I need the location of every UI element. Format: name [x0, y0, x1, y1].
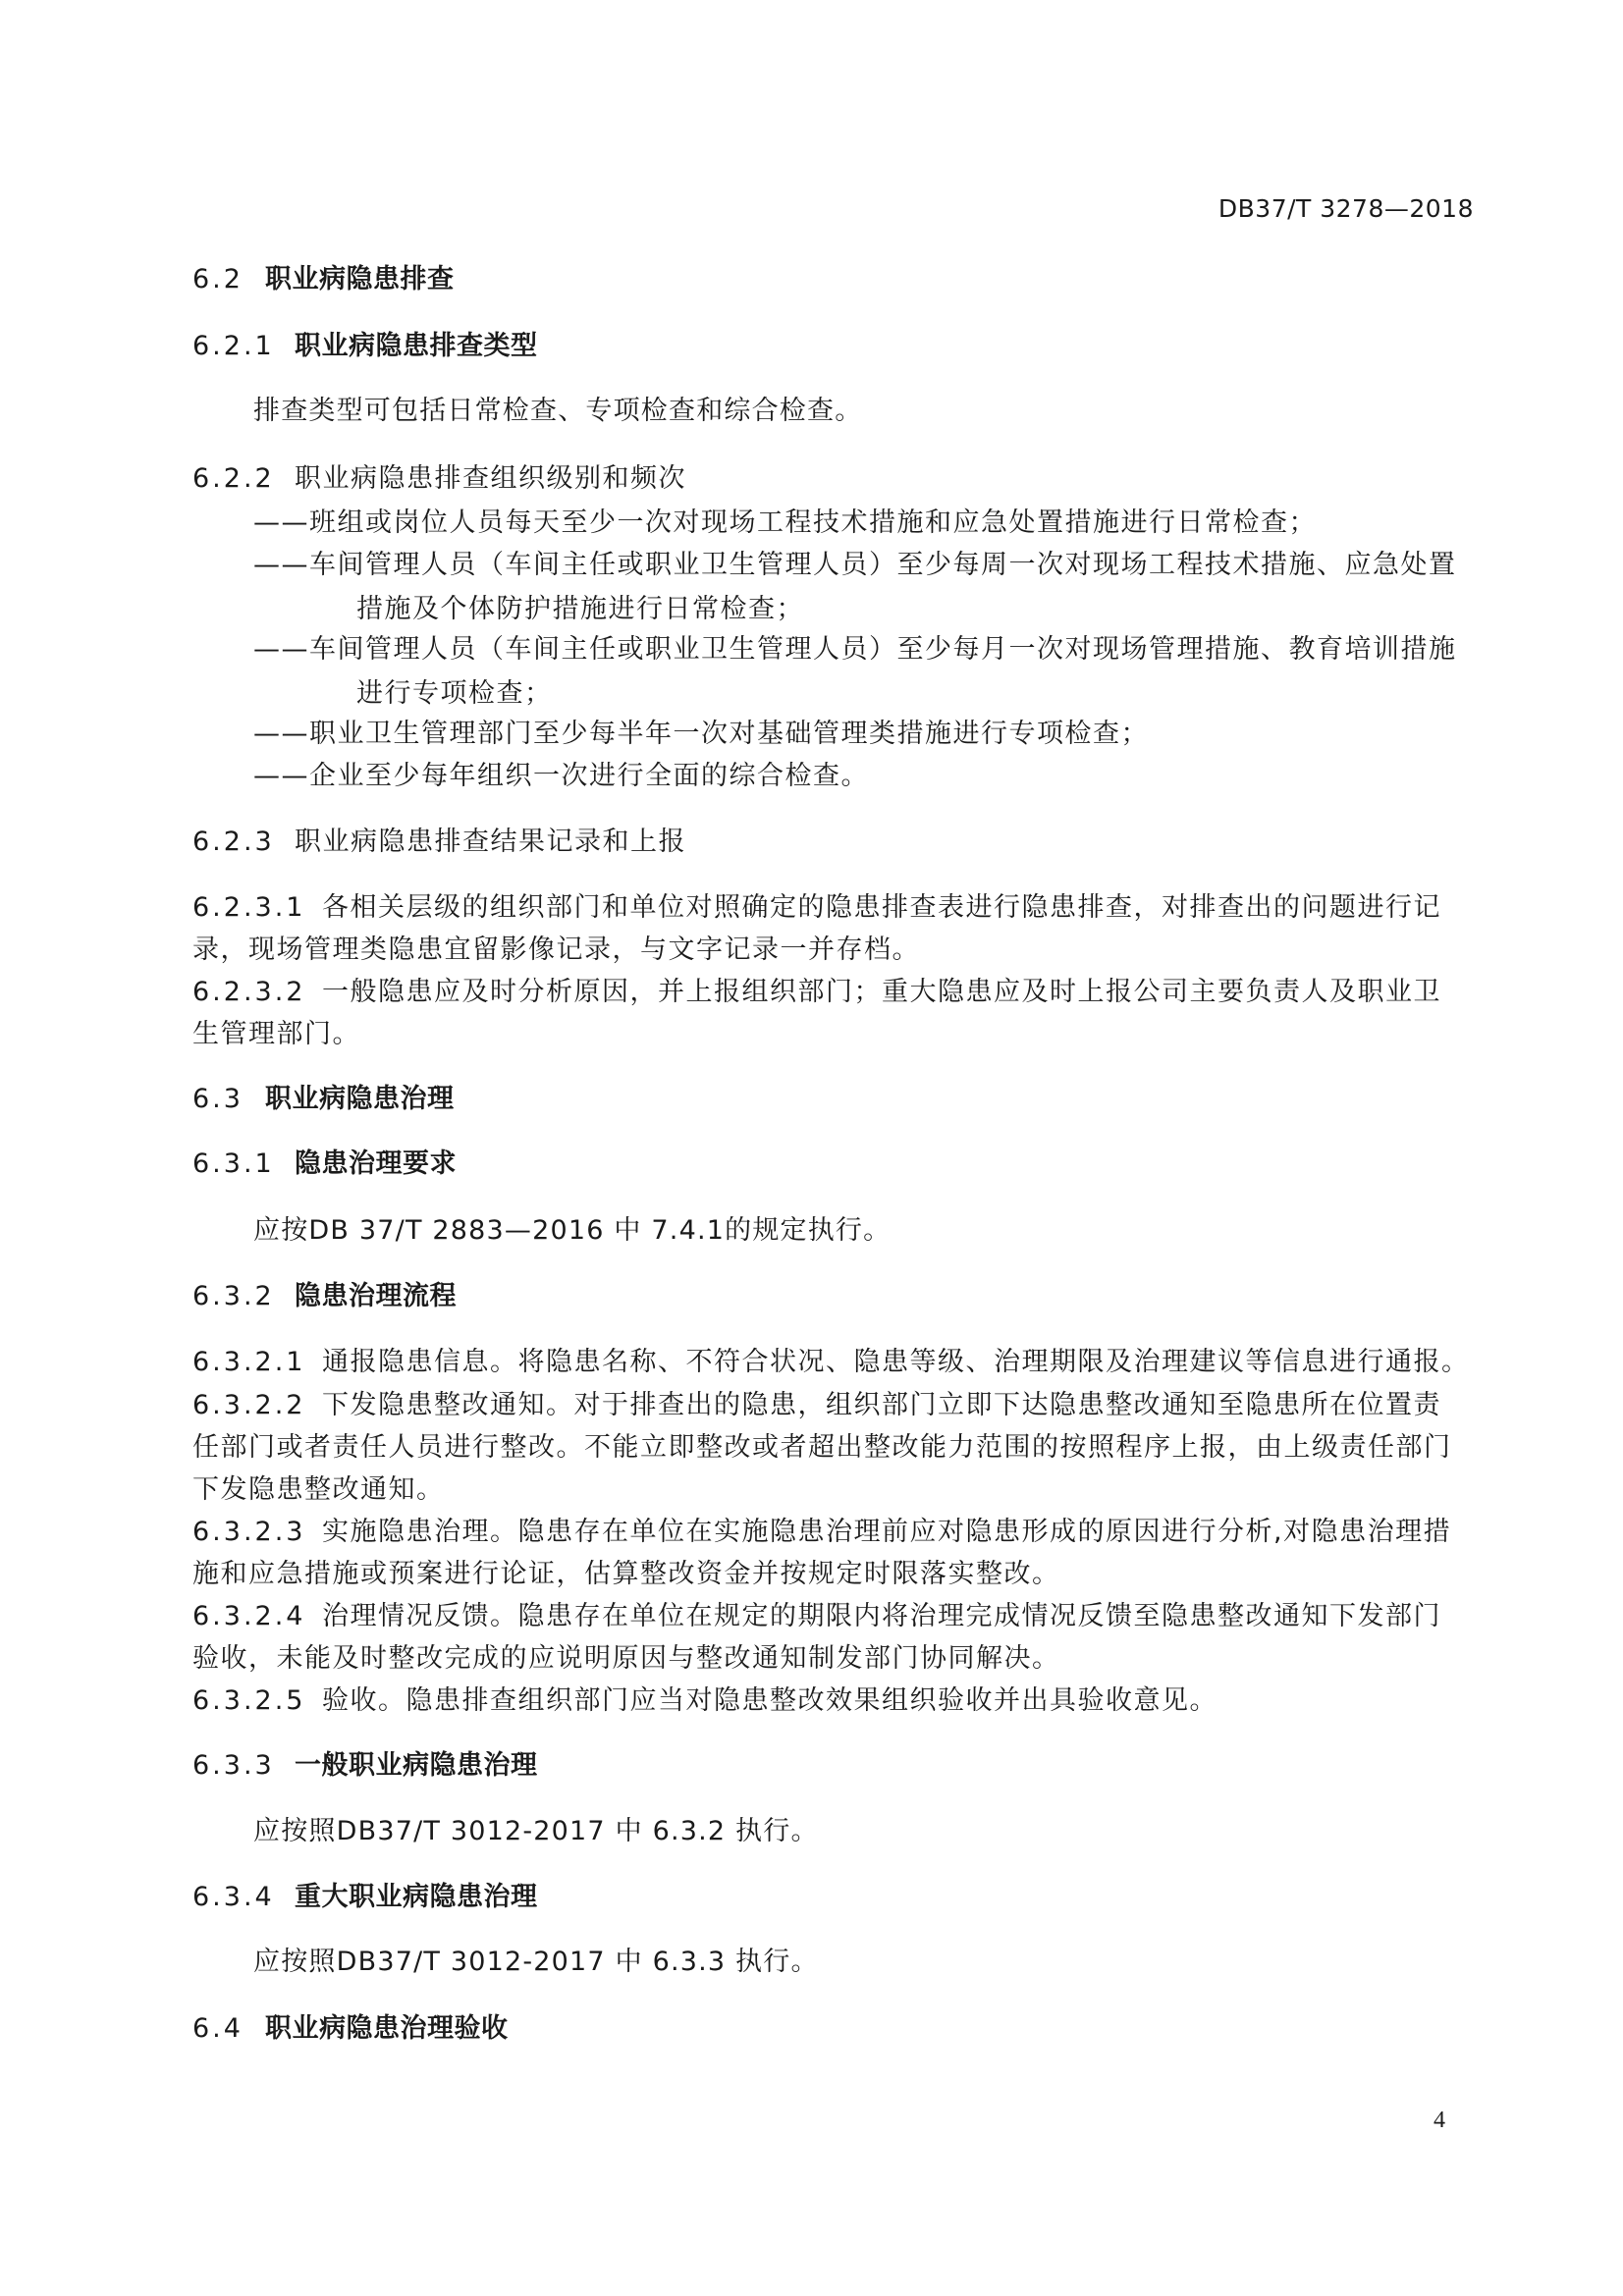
paragraph-6-3-1: 应按DB 37/T 2883—2016 中 7.4.1的规定执行。	[253, 1215, 892, 1246]
list-item-continuation: 进行专项检查；	[356, 678, 553, 709]
clause-number: 6.3.2.1	[192, 1347, 306, 1377]
section-number: 6.2.1	[192, 331, 275, 361]
list-item	[192, 627, 1535, 716]
clause-continuation: 录，现场管理类隐患宜留影像记录，与文字记录一并存档。	[192, 934, 920, 965]
section-title: 职业病隐患治理验收	[265, 2013, 509, 2044]
clause-6-2-3-1	[192, 885, 1474, 930]
heading-6-3-3	[192, 1743, 1474, 1788]
clause-6-2-3-2	[192, 970, 1474, 1014]
list-item-line: ——车间管理人员（车间主任或职业卫生管理人员）至少每月一次对现场管理措施、教育培训措施	[253, 634, 1457, 665]
clause-number: 6.3.2.3	[192, 1517, 306, 1547]
clause-6-3-2-1	[192, 1340, 1474, 1384]
clause-number: 6.2.3.2	[192, 977, 306, 1007]
section-number: 6.2.2	[192, 463, 275, 494]
clause-number: 6.3.2.4	[192, 1601, 306, 1631]
clause-continuation: 施和应急措施或预案进行论证，估算整改资金并按规定时限落实整改。	[192, 1559, 1060, 1589]
clause-6-3-2-4	[192, 1594, 1474, 1638]
list-item-continuation: 措施及个体防护措施进行日常检查；	[356, 594, 804, 624]
section-title: 职业病隐患治理	[265, 1084, 455, 1114]
section-number: 6.3.4	[192, 1882, 275, 1912]
heading-6-3	[192, 1077, 1474, 1121]
clause-text: 下发隐患整改通知。对于排查出的隐患，组织部门立即下达隐患整改通知至隐患所在位置责	[322, 1390, 1441, 1420]
section-title: 职业病隐患排查类型	[295, 331, 538, 361]
heading-6-2-2	[192, 456, 1474, 501]
clause-text: 一般隐患应及时分析原因，并上报组织部门；重大隐患应及时上报公司主要负责人及职业卫	[322, 977, 1441, 1007]
clause-text: 通报隐患信息。将隐患名称、不符合状况、隐患等级、治理期限及治理建议等信息进行通报。	[322, 1347, 1470, 1377]
section-number: 6.3.3	[192, 1750, 275, 1781]
heading-6-3-1	[192, 1142, 1474, 1186]
paragraph-6-3-3: 应按照DB37/T 3012-2017 中 6.3.2 执行。	[253, 1816, 819, 1846]
list-item: ——职业卫生管理部门至少每半年一次对基础管理类措施进行专项检查；	[253, 719, 1149, 749]
section-title: 职业病隐患排查	[265, 264, 455, 294]
clause-6-3-2-3	[192, 1510, 1474, 1554]
clause-text: 验收。隐患排查组织部门应当对隐患整改效果组织验收并出具验收意见。	[322, 1685, 1217, 1716]
standard-code: DB37/T 3278—2018	[1217, 194, 1474, 223]
list-item: ——班组或岗位人员每天至少一次对现场工程技术措施和应急处置措施进行日常检查；	[253, 507, 1317, 538]
section-title: 一般职业病隐患治理	[295, 1750, 538, 1781]
clause-6-3-2-2	[192, 1383, 1474, 1427]
section-title: 职业病隐患排查组织级别和频次	[295, 463, 686, 494]
clause-continuation: 任部门或者责任人员进行整改。不能立即整改或者超出整改能力范围的按照程序上报，由上级责任部门	[192, 1432, 1452, 1463]
list-item: ——企业至少每年组织一次进行全面的综合检查。	[253, 761, 869, 791]
section-title: 隐患治理要求	[295, 1148, 457, 1179]
heading-6-2	[192, 257, 1474, 301]
section-number: 6.3	[192, 1084, 243, 1114]
clause-number: 6.3.2.5	[192, 1685, 306, 1716]
clause-6-3-2-5	[192, 1679, 1474, 1723]
section-number: 6.2.3	[192, 827, 275, 857]
clause-text: 实施隐患治理。隐患存在单位在实施隐患治理前应对隐患形成的原因进行分析,对隐患治理措	[322, 1517, 1452, 1547]
heading-6-4	[192, 2006, 1474, 2051]
section-title: 职业病隐患排查结果记录和上报	[295, 827, 686, 857]
clause-number: 6.3.2.2	[192, 1390, 306, 1420]
paragraph-6-3-4: 应按照DB37/T 3012-2017 中 6.3.3 执行。	[253, 1947, 819, 1977]
section-title: 隐患治理流程	[295, 1281, 457, 1311]
clause-number: 6.2.3.1	[192, 892, 306, 923]
clause-continuation: 验收，未能及时整改完成的应说明原因与整改通知制发部门协同解决。	[192, 1643, 1060, 1674]
list-item-line: ——车间管理人员（车间主任或职业卫生管理人员）至少每周一次对现场工程技术措施、应急处置	[253, 550, 1457, 580]
clause-text: 各相关层级的组织部门和单位对照确定的隐患排查表进行隐患排查，对排查出的问题进行记	[322, 892, 1441, 923]
section-number: 6.2	[192, 264, 243, 294]
heading-6-3-4	[192, 1875, 1474, 1919]
clause-continuation: 生管理部门。	[192, 1019, 360, 1049]
section-number: 6.3.2	[192, 1281, 275, 1311]
heading-6-2-1	[192, 324, 1474, 368]
paragraph-6-2-1: 排查类型可包括日常检查、专项检查和综合检查。	[253, 396, 863, 426]
page-number: 4	[1434, 2108, 1445, 2133]
heading-6-2-3	[192, 820, 1474, 864]
list-item	[192, 543, 1535, 631]
section-number: 6.4	[192, 2013, 243, 2044]
heading-6-3-2	[192, 1274, 1474, 1318]
section-number: 6.3.1	[192, 1148, 275, 1179]
section-title: 重大职业病隐患治理	[295, 1882, 538, 1912]
clause-text: 治理情况反馈。隐患存在单位在规定的期限内将治理完成情况反馈至隐患整改通知下发部门	[322, 1601, 1441, 1631]
clause-continuation: 下发隐患整改通知。	[192, 1474, 445, 1505]
